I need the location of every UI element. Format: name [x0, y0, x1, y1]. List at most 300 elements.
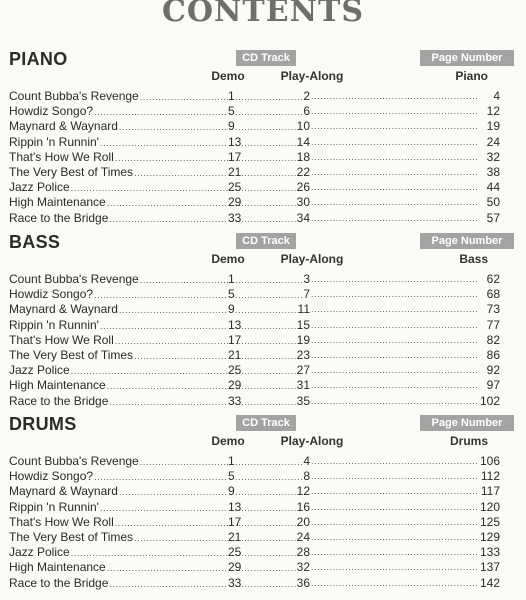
- page-entry-leader: [310, 89, 478, 104]
- page-entry-leader: [310, 165, 478, 180]
- section-title: DRUMS: [9, 414, 77, 434]
- page-entry-leader: [310, 211, 478, 226]
- instrument-column-header: Piano: [455, 69, 488, 83]
- contents-row[interactable]: [0, 515, 526, 530]
- dot-leader: [100, 501, 228, 516]
- cd-track-badge: CD Track: [236, 50, 296, 66]
- page-number: 97: [486, 378, 500, 393]
- playalong-track-number: 22: [296, 165, 310, 179]
- song-title: Maynard & Waynard: [9, 119, 118, 134]
- dot-leader: [119, 485, 228, 500]
- dot-leader: [311, 454, 478, 469]
- playalong-entry: [234, 348, 310, 364]
- dot-leader: [235, 334, 297, 349]
- playalong-track-number: 28: [296, 545, 310, 560]
- dot-leader: [119, 303, 228, 318]
- song-title: High Maintenance: [9, 560, 106, 575]
- song-title: Howdiz Songo?: [9, 287, 94, 302]
- page-number: 62: [486, 272, 500, 286]
- contents-row[interactable]: [0, 302, 526, 317]
- dot-leader: [311, 576, 478, 591]
- song-entry: [9, 545, 228, 561]
- contents-row[interactable]: [0, 195, 526, 210]
- contents-row[interactable]: [0, 150, 526, 165]
- dot-leader: [235, 303, 298, 318]
- contents-row[interactable]: [0, 287, 526, 302]
- playalong-column-header: Play-Along: [280, 252, 344, 266]
- playalong-entry: [234, 484, 310, 500]
- dot-leader: [311, 135, 478, 150]
- song-entry: [9, 318, 228, 334]
- page-entry-leader: [310, 394, 478, 409]
- dot-leader: [94, 288, 228, 303]
- playalong-track-number: 12: [296, 484, 310, 499]
- page-entry-leader: [310, 560, 478, 575]
- contents-row[interactable]: [0, 211, 526, 226]
- dot-leader: [140, 90, 228, 105]
- dot-leader: [115, 151, 228, 166]
- song-entry: [9, 119, 228, 135]
- page-number: 142: [479, 575, 500, 590]
- contents-row[interactable]: [0, 378, 526, 393]
- page-number: 106: [479, 454, 500, 468]
- demo-track-number: 29: [228, 560, 242, 575]
- playalong-track-number: 26: [296, 180, 310, 195]
- page-number: 38: [486, 165, 500, 179]
- demo-track-number: 1: [228, 89, 235, 103]
- demo-track-number: 25: [228, 363, 242, 378]
- page-number: 86: [486, 348, 500, 362]
- song-entry: [9, 333, 228, 349]
- song-entry: [9, 348, 228, 364]
- playalong-track-number: 18: [296, 149, 310, 164]
- contents-row[interactable]: [0, 394, 526, 409]
- playalong-entry: [234, 195, 310, 211]
- dot-leader: [311, 348, 478, 363]
- instrument-column-header: Drums: [449, 434, 488, 448]
- contents-row[interactable]: [0, 576, 526, 591]
- page-number: 129: [479, 530, 500, 544]
- page-number: 68: [486, 287, 500, 302]
- dot-leader: [235, 273, 303, 288]
- song-title: The Very Best of Times: [9, 165, 134, 179]
- dot-leader: [71, 364, 228, 379]
- playalong-entry: [234, 500, 310, 516]
- dot-leader: [235, 181, 297, 196]
- song-entry: [9, 530, 228, 546]
- dot-leader: [311, 119, 478, 134]
- demo-track-number: 5: [228, 104, 235, 119]
- dot-leader: [235, 349, 297, 364]
- dot-leader: [109, 212, 228, 227]
- playalong-entry: [234, 530, 310, 546]
- dot-leader: [311, 165, 478, 180]
- page-number-badge: Page Number: [420, 233, 514, 249]
- playalong-track-number: 23: [296, 348, 310, 362]
- playalong-track-number: 14: [296, 134, 310, 149]
- playalong-entry: [234, 89, 310, 105]
- page-number: 57: [486, 210, 500, 225]
- song-title: Jazz Police: [9, 363, 70, 378]
- song-entry: [9, 500, 228, 516]
- dot-leader: [235, 485, 297, 500]
- page-entry-leader: [310, 195, 478, 210]
- dot-leader: [311, 545, 478, 560]
- demo-track-number: 33: [228, 575, 242, 590]
- dot-leader: [311, 180, 478, 195]
- dot-leader: [119, 120, 228, 135]
- song-entry: [9, 211, 228, 227]
- page-entry-leader: [310, 363, 478, 378]
- dot-leader: [235, 395, 297, 410]
- demo-track-number: 21: [228, 348, 242, 362]
- instrument-column-header: Bass: [459, 252, 488, 266]
- page-entry-leader: [310, 104, 478, 119]
- playalong-track-number: 20: [296, 514, 310, 529]
- dot-leader: [311, 560, 478, 575]
- playalong-track-number: 7: [303, 287, 310, 302]
- playalong-track-number: 4: [303, 454, 310, 468]
- song-entry: [9, 287, 228, 303]
- playalong-track-number: 10: [296, 119, 310, 134]
- playalong-entry: [234, 515, 310, 531]
- page-number: 137: [479, 560, 500, 575]
- contents-row[interactable]: [0, 89, 526, 104]
- demo-track-number: 17: [228, 332, 242, 347]
- page-number: 120: [479, 499, 500, 514]
- demo-track-number: 17: [228, 514, 242, 529]
- contents-row[interactable]: [0, 135, 526, 150]
- playalong-entry: [234, 272, 310, 288]
- contents-row[interactable]: [0, 333, 526, 348]
- page-number: 102: [479, 393, 500, 408]
- playalong-track-number: 3: [303, 272, 310, 286]
- song-entry: [9, 104, 228, 120]
- demo-track-number: 33: [228, 210, 242, 225]
- playalong-entry: [234, 454, 310, 470]
- playalong-entry: [234, 333, 310, 349]
- page-entry-leader: [310, 119, 478, 134]
- song-title: Jazz Police: [9, 545, 70, 560]
- dot-leader: [311, 272, 478, 287]
- dot-leader: [107, 561, 228, 576]
- dot-leader: [134, 531, 228, 546]
- dot-leader: [235, 501, 297, 516]
- playalong-entry: [234, 135, 310, 151]
- dot-leader: [235, 577, 297, 592]
- dot-leader: [235, 561, 297, 576]
- demo-track-number: 9: [228, 484, 235, 499]
- demo-column-header: Demo: [211, 69, 245, 83]
- song-title: High Maintenance: [9, 378, 106, 393]
- dot-leader: [235, 319, 297, 334]
- page-number-badge: Page Number: [420, 415, 514, 431]
- dot-leader: [311, 150, 478, 165]
- playalong-entry: [234, 104, 310, 120]
- playalong-column-header: Play-Along: [280, 69, 344, 83]
- contents-row[interactable]: [0, 104, 526, 119]
- contents-row[interactable]: [0, 454, 526, 469]
- page-number: 82: [486, 332, 500, 347]
- dot-leader: [311, 484, 478, 499]
- contents-row[interactable]: [0, 348, 526, 363]
- song-title: The Very Best of Times: [9, 348, 134, 362]
- song-entry: [9, 378, 228, 394]
- dot-leader: [140, 273, 228, 288]
- playalong-entry: [234, 119, 310, 135]
- demo-track-number: 1: [228, 272, 235, 286]
- demo-column-header: Demo: [211, 252, 245, 266]
- dot-leader: [311, 211, 478, 226]
- demo-track-number: 5: [228, 287, 235, 302]
- playalong-track-number: 6: [303, 104, 310, 119]
- contents-row[interactable]: [0, 500, 526, 515]
- song-entry: [9, 469, 228, 485]
- dot-leader: [235, 379, 297, 394]
- dot-leader: [311, 469, 478, 484]
- demo-track-number: 33: [228, 393, 242, 408]
- dot-leader: [235, 120, 297, 135]
- song-title: Maynard & Waynard: [9, 484, 118, 499]
- page-entry-leader: [310, 576, 478, 591]
- dot-leader: [140, 455, 228, 470]
- section-drums: [0, 414, 526, 594]
- page-entry-leader: [310, 333, 478, 348]
- dot-leader: [311, 195, 478, 210]
- song-entry: [9, 272, 228, 288]
- dot-leader: [71, 546, 228, 561]
- dot-leader: [235, 105, 303, 120]
- dot-leader: [235, 166, 297, 181]
- song-entry: [9, 394, 228, 410]
- song-title: That's How We Roll: [9, 514, 114, 529]
- song-title: Race to the Bridge: [9, 393, 109, 408]
- song-entry: [9, 484, 228, 500]
- page-entry-leader: [310, 318, 478, 333]
- dot-leader: [311, 500, 478, 515]
- playalong-entry: [234, 378, 310, 394]
- dot-leader: [311, 89, 478, 104]
- dot-leader: [235, 531, 297, 546]
- playalong-track-number: 16: [296, 499, 310, 514]
- page-number: 4: [493, 89, 500, 103]
- playalong-track-number: 35: [296, 393, 310, 408]
- dot-leader: [235, 364, 297, 379]
- playalong-entry: [234, 394, 310, 410]
- song-title: That's How We Roll: [9, 149, 114, 164]
- dot-leader: [235, 151, 297, 166]
- playalong-entry: [234, 165, 310, 181]
- contents-row[interactable]: [0, 363, 526, 378]
- dot-leader: [311, 515, 478, 530]
- playalong-track-number: 30: [296, 195, 310, 210]
- song-title: That's How We Roll: [9, 332, 114, 347]
- dot-leader: [115, 516, 228, 531]
- demo-track-number: 17: [228, 149, 242, 164]
- page-number: 24: [486, 134, 500, 149]
- contents-row[interactable]: [0, 545, 526, 560]
- demo-track-number: 29: [228, 195, 242, 210]
- playalong-entry: [234, 576, 310, 592]
- song-title: Race to the Bridge: [9, 575, 109, 590]
- dot-leader: [71, 181, 228, 196]
- song-title: Howdiz Songo?: [9, 104, 94, 119]
- cd-track-badge: CD Track: [236, 233, 296, 249]
- dot-leader: [107, 379, 228, 394]
- section-title: PIANO: [9, 49, 68, 69]
- playalong-track-number: 32: [296, 560, 310, 575]
- demo-track-number: 13: [228, 134, 242, 149]
- page-number: 44: [486, 180, 500, 195]
- page-number: 77: [486, 317, 500, 332]
- playalong-entry: [234, 302, 310, 318]
- demo-track-number: 29: [228, 378, 242, 393]
- dot-leader: [134, 349, 228, 364]
- demo-track-number: 5: [228, 469, 235, 484]
- dot-leader: [235, 90, 303, 105]
- song-entry: [9, 89, 228, 105]
- page-entry-leader: [310, 135, 478, 150]
- dot-leader: [134, 166, 228, 181]
- demo-track-number: 25: [228, 180, 242, 195]
- dot-leader: [109, 395, 228, 410]
- demo-track-number: 13: [228, 317, 242, 332]
- playalong-entry: [234, 545, 310, 561]
- page-entry-leader: [310, 484, 478, 499]
- dot-leader: [311, 333, 478, 348]
- dot-leader: [94, 470, 228, 485]
- page-number: 92: [486, 363, 500, 378]
- dot-leader: [311, 318, 478, 333]
- page-entry-leader: [310, 150, 478, 165]
- section-piano: [0, 49, 526, 229]
- page-entry-leader: [310, 515, 478, 530]
- cd-track-badge: CD Track: [236, 415, 296, 431]
- playalong-track-number: 36: [296, 575, 310, 590]
- dot-leader: [115, 334, 228, 349]
- page-number: 12: [486, 104, 500, 119]
- playalong-entry: [234, 287, 310, 303]
- dot-leader: [235, 546, 297, 561]
- dot-leader: [235, 136, 297, 151]
- demo-track-number: 9: [228, 119, 235, 134]
- contents-row[interactable]: [0, 272, 526, 287]
- page-entry-leader: [310, 378, 478, 393]
- playalong-entry: [234, 469, 310, 485]
- playalong-entry: [234, 211, 310, 227]
- song-title: The Very Best of Times: [9, 530, 134, 544]
- playalong-column-header: Play-Along: [280, 434, 344, 448]
- dot-leader: [311, 394, 478, 409]
- dot-leader: [109, 577, 228, 592]
- playalong-entry: [234, 560, 310, 576]
- demo-column-header: Demo: [211, 434, 245, 448]
- contents-row[interactable]: [0, 180, 526, 195]
- demo-track-number: 9: [228, 302, 235, 317]
- page-number: 50: [486, 195, 500, 210]
- page-entry-leader: [310, 180, 478, 195]
- song-entry: [9, 363, 228, 379]
- page-number-badge: Page Number: [420, 50, 514, 66]
- song-title: Rippin 'n Runnin': [9, 317, 99, 332]
- song-title: Count Bubba's Revenge: [9, 272, 139, 286]
- song-title: Rippin 'n Runnin': [9, 499, 99, 514]
- playalong-track-number: 34: [296, 210, 310, 225]
- contents-row[interactable]: [0, 119, 526, 134]
- song-entry: [9, 180, 228, 196]
- page-number: 117: [480, 484, 500, 499]
- playalong-track-number: 19: [296, 332, 310, 347]
- song-title: Jazz Police: [9, 180, 70, 195]
- song-entry: [9, 165, 228, 181]
- page-entry-leader: [310, 530, 478, 545]
- page-entry-leader: [310, 545, 478, 560]
- song-entry: [9, 302, 228, 318]
- playalong-track-number: 11: [297, 302, 310, 317]
- page-number: 125: [479, 514, 500, 529]
- dot-leader: [100, 136, 228, 151]
- song-title: Howdiz Songo?: [9, 469, 94, 484]
- page-entry-leader: [310, 454, 478, 469]
- song-title: High Maintenance: [9, 195, 106, 210]
- song-title: Count Bubba's Revenge: [9, 454, 139, 468]
- playalong-track-number: 31: [296, 378, 310, 393]
- playalong-track-number: 27: [296, 363, 310, 378]
- dot-leader: [235, 196, 297, 211]
- dot-leader: [311, 287, 478, 302]
- section-title: BASS: [9, 232, 61, 252]
- page-entry-leader: [310, 302, 478, 317]
- contents-row[interactable]: [0, 165, 526, 180]
- contents-row[interactable]: [0, 484, 526, 499]
- page-entry-leader: [310, 348, 478, 363]
- playalong-track-number: 2: [303, 89, 310, 103]
- song-entry: [9, 560, 228, 576]
- demo-track-number: 21: [228, 165, 242, 179]
- dot-leader: [235, 455, 303, 470]
- dot-leader: [100, 319, 228, 334]
- contents-row[interactable]: [0, 530, 526, 545]
- playalong-entry: [234, 318, 310, 334]
- dot-leader: [235, 288, 303, 303]
- song-entry: [9, 195, 228, 211]
- contents-row[interactable]: [0, 318, 526, 333]
- song-entry: [9, 150, 228, 166]
- page-number: 19: [486, 119, 500, 134]
- contents-row[interactable]: [0, 560, 526, 575]
- page-entry-leader: [310, 500, 478, 515]
- dot-leader: [311, 530, 478, 545]
- dot-leader: [311, 302, 478, 317]
- song-title: Maynard & Waynard: [9, 302, 118, 317]
- contents-row[interactable]: [0, 469, 526, 484]
- dot-leader: [107, 196, 228, 211]
- song-title: Count Bubba's Revenge: [9, 89, 139, 103]
- page-number: 133: [479, 545, 500, 560]
- song-entry: [9, 515, 228, 531]
- page-number: 73: [486, 302, 500, 317]
- playalong-track-number: 24: [296, 530, 310, 544]
- playalong-entry: [234, 180, 310, 196]
- page-entry-leader: [310, 469, 478, 484]
- playalong-track-number: 15: [296, 317, 310, 332]
- playalong-track-number: 8: [303, 469, 310, 484]
- demo-track-number: 13: [228, 499, 242, 514]
- page-entry-leader: [310, 272, 478, 287]
- song-title: Rippin 'n Runnin': [9, 134, 99, 149]
- song-entry: [9, 135, 228, 151]
- song-title: Race to the Bridge: [9, 210, 109, 225]
